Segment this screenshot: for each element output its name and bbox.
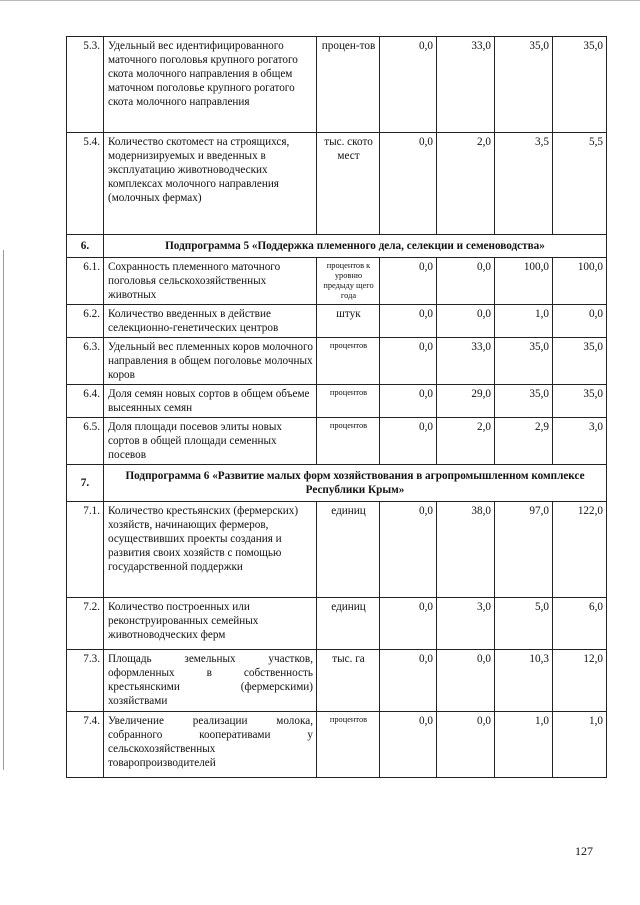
- value-4: 12,0: [553, 650, 607, 712]
- unit: тыс. га: [317, 650, 380, 712]
- value-4: 1,0: [553, 712, 607, 778]
- value-3: 5,0: [495, 598, 553, 650]
- indicator-name: Удельный вес племенных коров молочного направления в общем поголовье молочных коров: [104, 338, 317, 385]
- table-row: [67, 37, 607, 133]
- indicators-table: [66, 36, 607, 778]
- value-4: 3,0: [553, 418, 607, 465]
- indicator-name: Увеличение реализации молока, собранного кооперативами у сельскохозяйственных товаропроизводителей: [104, 712, 317, 778]
- value-4: 122,0: [553, 502, 607, 598]
- unit: единиц: [317, 502, 380, 598]
- table-row: [67, 305, 607, 338]
- row-number: 7.1.: [67, 502, 104, 598]
- indicator-name: Сохранность племенного маточного поголовья сельскохозяйственных животных: [104, 258, 317, 305]
- section-row: [67, 465, 607, 502]
- value-2: 33,0: [437, 37, 495, 133]
- row-number: 5.4.: [67, 133, 104, 235]
- value-1: 0,0: [380, 338, 437, 385]
- table-row: [67, 650, 607, 712]
- page-number: 127: [575, 844, 593, 858]
- section-title: Подпрограмма 6 «Развитие малых форм хозяйствования в агропромышленном комплексе Республики Крым»: [104, 465, 607, 502]
- unit: процентов: [317, 338, 380, 385]
- value-3: 100,0: [495, 258, 553, 305]
- table-row: [67, 338, 607, 385]
- indicator-name: Количество введенных в действие селекционно-генетических центров: [104, 305, 317, 338]
- unit: единиц: [317, 598, 380, 650]
- value-3: 97,0: [495, 502, 553, 598]
- value-1: 0,0: [380, 305, 437, 338]
- value-1: 0,0: [380, 418, 437, 465]
- value-3: 35,0: [495, 37, 553, 133]
- indicator-name: Доля площади посевов элиты новых сортов в общей площади семенных посевов: [104, 418, 317, 465]
- unit: процентов: [317, 712, 380, 778]
- section-number: 6.: [67, 235, 104, 258]
- value-3: 2,9: [495, 418, 553, 465]
- value-3: 35,0: [495, 338, 553, 385]
- value-3: 1,0: [495, 712, 553, 778]
- unit: процентов: [317, 418, 380, 465]
- indicator-name: Количество скотомест на строящихся, модернизируемых и введенных в эксплуатацию животноводческих комплексах молочного направления (молочных фермах): [104, 133, 317, 235]
- value-4: 35,0: [553, 338, 607, 385]
- row-number: 7.4.: [67, 712, 104, 778]
- value-3: 35,0: [495, 385, 553, 418]
- value-2: 0,0: [437, 258, 495, 305]
- indicator-name: Количество крестьянских (фермерских) хозяйств, начинающих фермеров, осуществивших проекты создания и развития своих хозяйств с помощью государственной поддержки: [104, 502, 317, 598]
- table-row: [67, 598, 607, 650]
- table-row: [67, 502, 607, 598]
- row-number: 6.3.: [67, 338, 104, 385]
- indicator-name: Площадь земельных участков, оформленных в собственность крестьянскими (фермерскими) хозяйствами: [104, 650, 317, 712]
- value-2: 29,0: [437, 385, 495, 418]
- table-row: [67, 133, 607, 235]
- row-number: 6.1.: [67, 258, 104, 305]
- value-2: 2,0: [437, 133, 495, 235]
- value-4: 5,5: [553, 133, 607, 235]
- value-2: 3,0: [437, 598, 495, 650]
- value-1: 0,0: [380, 133, 437, 235]
- table-row: [67, 712, 607, 778]
- value-4: 0,0: [553, 305, 607, 338]
- value-3: 1,0: [495, 305, 553, 338]
- value-1: 0,0: [380, 37, 437, 133]
- indicator-name: Удельный вес идентифицированного маточного поголовья крупного рогатого скота молочного направления в общем маточном поголовье крупного рогатого скота молочного направления: [104, 37, 317, 133]
- value-1: 0,0: [380, 650, 437, 712]
- row-number: 6.2.: [67, 305, 104, 338]
- row-number: 7.3.: [67, 650, 104, 712]
- section-title: Подпрограмма 5 «Поддержка племенного дела, селекции и семеноводства»: [104, 235, 607, 258]
- indicator-name: Доля семян новых сортов в общем объеме высеянных семян: [104, 385, 317, 418]
- value-1: 0,0: [380, 502, 437, 598]
- value-2: 2,0: [437, 418, 495, 465]
- unit: тыс. ското мест: [317, 133, 380, 235]
- scan-edge-top: [0, 0, 640, 7]
- value-4: 100,0: [553, 258, 607, 305]
- value-1: 0,0: [380, 598, 437, 650]
- value-1: 0,0: [380, 385, 437, 418]
- section-number: 7.: [67, 465, 104, 502]
- value-4: 35,0: [553, 385, 607, 418]
- value-3: 10,3: [495, 650, 553, 712]
- unit: процентов к уровню предыду щего года: [317, 258, 380, 305]
- value-4: 6,0: [553, 598, 607, 650]
- value-2: 0,0: [437, 305, 495, 338]
- indicator-name: Количество построенных или реконструированных семейных животноводческих ферм: [104, 598, 317, 650]
- row-number: 7.2.: [67, 598, 104, 650]
- scan-edge-left: [3, 250, 4, 770]
- unit: процентов: [317, 385, 380, 418]
- value-2: 0,0: [437, 650, 495, 712]
- row-number: 5.3.: [67, 37, 104, 133]
- row-number: 6.4.: [67, 385, 104, 418]
- value-4: 35,0: [553, 37, 607, 133]
- value-2: 38,0: [437, 502, 495, 598]
- table-row: [67, 258, 607, 305]
- value-1: 0,0: [380, 258, 437, 305]
- unit: штук: [317, 305, 380, 338]
- value-2: 0,0: [437, 712, 495, 778]
- unit: процен-тов: [317, 37, 380, 133]
- table-row: [67, 418, 607, 465]
- section-row: [67, 235, 607, 258]
- value-2: 33,0: [437, 338, 495, 385]
- table-row: [67, 385, 607, 418]
- row-number: 6.5.: [67, 418, 104, 465]
- value-1: 0,0: [380, 712, 437, 778]
- value-3: 3,5: [495, 133, 553, 235]
